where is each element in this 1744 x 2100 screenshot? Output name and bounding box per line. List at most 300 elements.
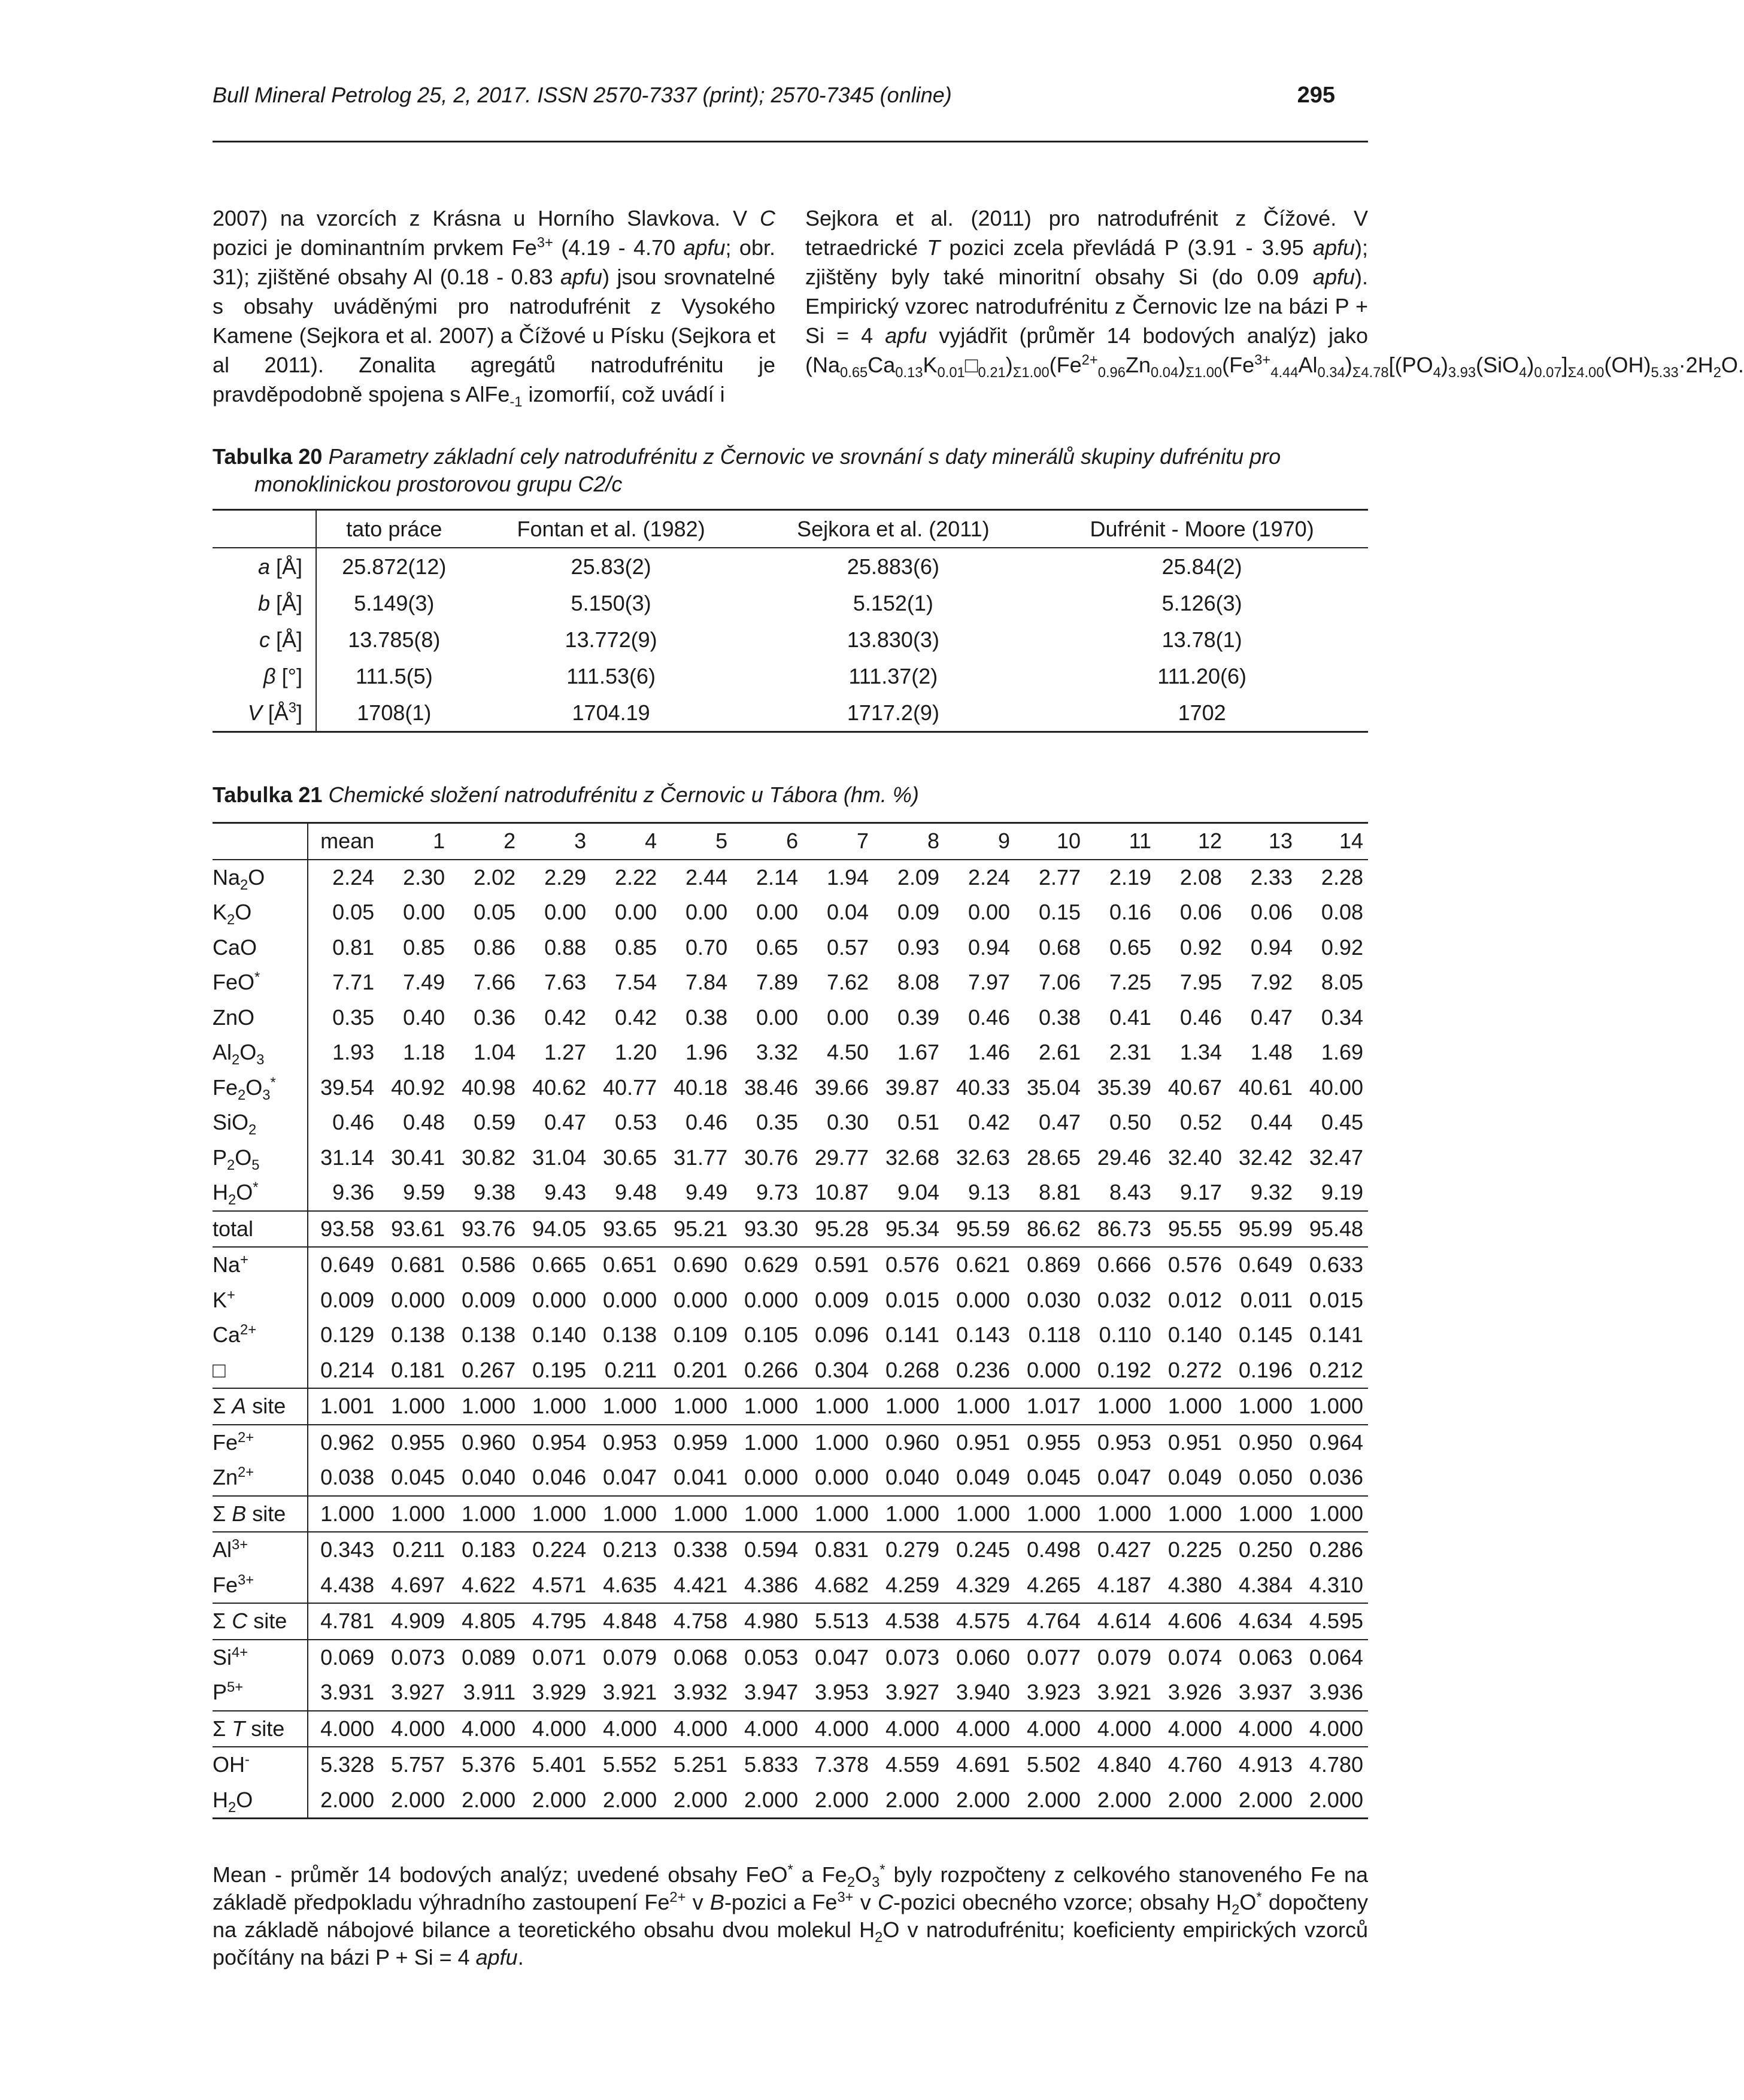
table-cell: 1.000 <box>1297 1388 1368 1425</box>
table-cell: 2.30 <box>403 864 445 890</box>
table-cell: 5.513 <box>803 1603 873 1640</box>
table-cell: 0.953 <box>1085 1425 1156 1461</box>
table-cell: 4.634 <box>1227 1603 1297 1640</box>
table-cell: 40.18 <box>674 1075 728 1100</box>
table-cell: 39.54 <box>320 1075 375 1100</box>
row-label: $Al_2O_3$ <box>213 1035 308 1070</box>
table-cell: 1.93 <box>332 1040 375 1065</box>
row-label: $P_2O_5$ <box>213 1140 308 1176</box>
table-cell: 0.009 <box>462 1287 516 1312</box>
table-cell: 1.48 <box>1250 1040 1293 1065</box>
table21-column-header: 1 <box>379 823 450 860</box>
table-cell: 0.141 <box>1309 1322 1363 1348</box>
table-cell: 4.559 <box>873 1747 944 1783</box>
table-cell: 0.05 <box>474 900 516 925</box>
table-cell: 9.49 <box>686 1180 728 1205</box>
table-cell: 7.54 <box>615 970 657 995</box>
table-cell: 0.272 <box>1167 1357 1222 1382</box>
table-cell: 7.378 <box>803 1747 873 1783</box>
table-cell: 2.000 <box>520 1783 591 1819</box>
table-cell: 31.77 <box>674 1145 728 1170</box>
table-cell: 0.86 <box>474 934 516 960</box>
table-cell: 0.138 <box>391 1322 445 1348</box>
table-cell: 13.830(3) <box>847 627 939 652</box>
row-label: c [Å] <box>213 621 316 658</box>
table-cell: 5.251 <box>662 1747 732 1783</box>
table-cell: 0.70 <box>686 934 728 960</box>
row-label: K+ <box>213 1283 308 1318</box>
table-row <box>213 658 1368 694</box>
table-cell: 0.00 <box>686 900 728 925</box>
table-cell: 4.595 <box>1297 1603 1368 1640</box>
table20-label: Tabulka 20 <box>213 444 323 469</box>
table-cell: 4.697 <box>391 1572 445 1597</box>
table-cell: 0.000 <box>814 1465 869 1490</box>
table21-column-header: 11 <box>1085 823 1156 860</box>
table-cell: 9.48 <box>615 1180 657 1205</box>
table-cell: 0.214 <box>320 1357 375 1382</box>
table-cell: 0.079 <box>1085 1640 1156 1676</box>
table-cell: 1.000 <box>379 1388 450 1425</box>
table-cell: 0.268 <box>885 1357 940 1382</box>
table-cell: 4.635 <box>603 1572 657 1597</box>
table-cell: 0.109 <box>674 1322 728 1348</box>
table-cell: 0.50 <box>1109 1110 1152 1135</box>
table-cell: 0.040 <box>462 1465 516 1490</box>
table-cell: 95.28 <box>803 1211 873 1248</box>
table-cell: 1.000 <box>1085 1388 1156 1425</box>
table-row <box>213 621 1368 658</box>
row-label: $Fe^{2+}$ <box>213 1425 308 1461</box>
table-cell: 4.000 <box>450 1711 520 1747</box>
table21-label: Tabulka 21 <box>213 782 323 807</box>
table-cell: 0.666 <box>1085 1247 1156 1283</box>
table-cell: 3.921 <box>603 1680 657 1705</box>
table-cell: 0.286 <box>1297 1532 1368 1568</box>
table-cell: 0.52 <box>1179 1110 1222 1135</box>
table-cell: 0.000 <box>603 1287 657 1312</box>
table-cell: 0.46 <box>332 1110 375 1135</box>
table-cell: 0.343 <box>308 1532 379 1568</box>
table-cell: 5.150(3) <box>571 590 651 615</box>
table-cell: 2.000 <box>732 1783 803 1819</box>
table-cell: 4.000 <box>1015 1711 1085 1747</box>
table-cell: 0.04 <box>827 900 869 925</box>
row-label: b [Å] <box>213 585 316 621</box>
table-cell: 0.211 <box>379 1532 450 1568</box>
table-cell: 0.960 <box>873 1425 944 1461</box>
table21-column-header: 6 <box>732 823 803 860</box>
table21-column-header: 7 <box>803 823 873 860</box>
table-cell: 2.000 <box>591 1783 662 1819</box>
table-row <box>213 930 1368 966</box>
table-cell: 0.94 <box>967 934 1011 960</box>
row-label: β [°] <box>213 658 316 694</box>
table-cell: 0.000 <box>956 1287 1011 1312</box>
table-cell: 0.47 <box>1038 1110 1081 1135</box>
table-cell: 0.040 <box>885 1465 940 1490</box>
table-cell: 1.94 <box>827 864 869 890</box>
table-cell: 2.000 <box>873 1783 944 1819</box>
table-cell: 0.42 <box>967 1110 1011 1135</box>
table-cell: 0.071 <box>520 1640 591 1676</box>
table-cell: 0.049 <box>1167 1465 1222 1490</box>
table-cell: 0.068 <box>662 1640 732 1676</box>
table-cell: 7.25 <box>1109 970 1152 995</box>
table-cell: 0.069 <box>308 1640 379 1676</box>
table-cell: 0.050 <box>1238 1465 1293 1490</box>
table-cell: 38.46 <box>744 1075 799 1100</box>
row-label: SiO$_2$ <box>213 1105 308 1140</box>
table21-column-header: 5 <box>662 823 732 860</box>
table-cell: 1.000 <box>1227 1496 1297 1532</box>
table-cell: 7.66 <box>474 970 516 995</box>
row-label: FeO* <box>213 965 308 1000</box>
table-cell: 0.665 <box>520 1247 591 1283</box>
table-cell: 0.48 <box>403 1110 445 1135</box>
table-cell: 30.76 <box>744 1145 799 1170</box>
table-cell: 0.950 <box>1227 1425 1297 1461</box>
table-cell: 0.953 <box>591 1425 662 1461</box>
text-column-left <box>213 204 775 409</box>
table-cell: 1.001 <box>308 1388 379 1425</box>
table21-column-header: 2 <box>450 823 520 860</box>
table-cell: 0.94 <box>1250 934 1293 960</box>
row-label: a [Å] <box>213 548 316 585</box>
table-cell: 1.000 <box>1297 1496 1368 1532</box>
table-cell: 7.89 <box>756 970 799 995</box>
row-label: total <box>213 1211 308 1248</box>
table-cell: 4.780 <box>1297 1747 1368 1783</box>
row-label: $P^{5+}$ <box>213 1675 308 1711</box>
table-cell: 0.064 <box>1297 1640 1368 1676</box>
table-row <box>213 1211 1368 1248</box>
table-cell: 1717.2(9) <box>751 694 1036 732</box>
table-cell: 0.955 <box>1015 1425 1085 1461</box>
table-cell: 0.681 <box>379 1247 450 1283</box>
table-cell: 0.145 <box>1238 1322 1293 1348</box>
table-cell: 3.926 <box>1167 1680 1222 1705</box>
table-cell: 1.000 <box>662 1388 732 1425</box>
table-row <box>213 1640 1368 1676</box>
table-cell: 1.20 <box>615 1040 657 1065</box>
row-label: $H_2O$ <box>213 1783 308 1819</box>
table-cell: 30.65 <box>603 1145 657 1170</box>
table-cell: 7.95 <box>1179 970 1222 995</box>
table-cell: 7.84 <box>686 970 728 995</box>
table-cell: 0.00 <box>403 900 445 925</box>
table-cell: 1.000 <box>803 1388 873 1425</box>
table-cell: 0.338 <box>662 1532 732 1568</box>
table-cell: 0.000 <box>744 1465 799 1490</box>
table-cell: 32.42 <box>1238 1145 1293 1170</box>
table-cell: 0.195 <box>532 1357 587 1382</box>
table-cell: 39.66 <box>814 1075 869 1100</box>
table-cell: 0.074 <box>1156 1640 1227 1676</box>
table20-caption <box>213 443 1368 498</box>
table-cell: 1.000 <box>591 1496 662 1532</box>
table-cell: 32.63 <box>956 1145 1011 1170</box>
table-cell: 0.88 <box>544 934 587 960</box>
table-cell: 0.46 <box>1179 1005 1222 1030</box>
table-cell: 0.000 <box>744 1287 799 1312</box>
table-cell: 1.000 <box>944 1496 1015 1532</box>
table-cell: 0.53 <box>615 1110 657 1135</box>
table-cell: 3.929 <box>532 1680 587 1705</box>
table-cell: 9.38 <box>474 1180 516 1205</box>
table-row <box>213 1070 1368 1106</box>
table-cell: 9.36 <box>332 1180 375 1205</box>
table-cell: 0.047 <box>603 1465 657 1490</box>
table-cell: 4.848 <box>591 1603 662 1640</box>
table-cell: 2.000 <box>450 1783 520 1819</box>
table-cell: 1.69 <box>1321 1040 1363 1065</box>
table-cell: 7.97 <box>967 970 1011 995</box>
table-cell: 4.840 <box>1085 1747 1156 1783</box>
table-cell: 0.951 <box>944 1425 1015 1461</box>
table-cell: 0.35 <box>756 1110 799 1135</box>
row-label: $Al^{3+}$ <box>213 1532 308 1568</box>
table-cell: 4.805 <box>450 1603 520 1640</box>
table-cell: 93.61 <box>379 1211 450 1248</box>
table-cell: 1.000 <box>873 1388 944 1425</box>
table-cell: 25.883(6) <box>847 554 939 579</box>
table-cell: 0.47 <box>1250 1005 1293 1030</box>
table-cell: 2.14 <box>756 864 799 890</box>
table-cell: 0.00 <box>756 1005 799 1030</box>
row-label: Σ T site <box>213 1711 308 1747</box>
table-cell: 0.009 <box>814 1287 869 1312</box>
table-cell: 32.68 <box>885 1145 940 1170</box>
table-cell: 0.245 <box>944 1532 1015 1568</box>
table-cell: 0.073 <box>379 1640 450 1676</box>
table-cell: 0.92 <box>1179 934 1222 960</box>
table-cell: 3.932 <box>674 1680 728 1705</box>
table-cell: 4.000 <box>1085 1711 1156 1747</box>
table-cell: 35.04 <box>1026 1075 1081 1100</box>
table21-column-header: 8 <box>873 823 944 860</box>
table-cell: 4.000 <box>1156 1711 1227 1747</box>
table-cell: 0.129 <box>320 1322 375 1348</box>
table-cell: 9.17 <box>1179 1180 1222 1205</box>
table-cell: 2.19 <box>1109 864 1152 890</box>
table-cell: 4.909 <box>379 1603 450 1640</box>
table-row <box>213 1675 1368 1711</box>
table21-corner-cell <box>213 823 308 860</box>
table-cell: 40.92 <box>391 1075 445 1100</box>
table21-column-header: 9 <box>944 823 1015 860</box>
table-cell: 0.053 <box>732 1640 803 1676</box>
table-cell: 9.19 <box>1321 1180 1363 1205</box>
table-cell: 4.000 <box>308 1711 379 1747</box>
table-cell: 0.46 <box>967 1005 1011 1030</box>
table-row <box>213 1783 1368 1819</box>
table-cell: 4.000 <box>1227 1711 1297 1747</box>
table-cell: 0.079 <box>591 1640 662 1676</box>
table20-column-header: Sejkora et al. (2011) <box>751 510 1036 548</box>
table-cell: 0.629 <box>732 1247 803 1283</box>
table-cell: 2.33 <box>1250 864 1293 890</box>
table-cell: 2.000 <box>1085 1783 1156 1819</box>
table-cell: 4.913 <box>1227 1747 1297 1783</box>
table20-column-header: Dufrénit - Moore (1970) <box>1036 510 1368 548</box>
table-cell: 0.85 <box>615 934 657 960</box>
table-cell: 8.08 <box>897 970 940 995</box>
table-cell: 93.65 <box>591 1211 662 1248</box>
table-cell: 0.44 <box>1250 1110 1293 1135</box>
table-cell: 7.62 <box>827 970 869 995</box>
table-cell: 13.785(8) <box>348 627 441 652</box>
table-cell: 0.15 <box>1038 900 1081 925</box>
table-cell: 4.000 <box>873 1711 944 1747</box>
table-cell: 4.682 <box>814 1572 869 1597</box>
table-cell: 1.34 <box>1179 1040 1222 1065</box>
table-cell: 1.27 <box>544 1040 587 1065</box>
table-cell: 1.000 <box>732 1496 803 1532</box>
table-cell: 4.187 <box>1097 1572 1152 1597</box>
table-row <box>213 694 1368 732</box>
table-cell: 4.614 <box>1085 1603 1156 1640</box>
table-cell: 0.250 <box>1227 1532 1297 1568</box>
table-cell: 4.575 <box>944 1603 1015 1640</box>
table-cell: 0.105 <box>744 1322 799 1348</box>
table-cell: 93.30 <box>732 1211 803 1248</box>
page-number: 295 <box>1297 83 1335 108</box>
row-label: CaO <box>213 930 308 966</box>
table-cell: 0.030 <box>1026 1287 1081 1312</box>
table-cell: 3.32 <box>756 1040 799 1065</box>
table-cell: 9.73 <box>756 1180 799 1205</box>
table-cell: 4.606 <box>1156 1603 1227 1640</box>
table-cell: 0.183 <box>450 1532 520 1568</box>
table-cell: 32.40 <box>1167 1145 1222 1170</box>
table-row <box>213 548 1368 585</box>
table-cell: 0.138 <box>603 1322 657 1348</box>
table-cell: 40.98 <box>462 1075 516 1100</box>
table-cell: 1.18 <box>403 1040 445 1065</box>
table-cell: 9.13 <box>967 1180 1011 1205</box>
table-cell: 31.04 <box>532 1145 587 1170</box>
table-cell: 2.28 <box>1321 864 1363 890</box>
table-cell: 0.140 <box>1167 1322 1222 1348</box>
table-cell: 3.940 <box>956 1680 1011 1705</box>
table-row <box>213 1283 1368 1318</box>
table-cell: 95.34 <box>873 1211 944 1248</box>
table-cell: 2.24 <box>967 864 1011 890</box>
table-cell: 4.000 <box>379 1711 450 1747</box>
table-cell: 0.267 <box>462 1357 516 1382</box>
row-label: $Si^{4+}$ <box>213 1640 308 1676</box>
table-cell: 4.329 <box>956 1572 1011 1597</box>
table-cell: 93.76 <box>450 1211 520 1248</box>
table-cell: 4.000 <box>662 1711 732 1747</box>
table-cell: 4.380 <box>1167 1572 1222 1597</box>
table-cell: 9.59 <box>403 1180 445 1205</box>
table-cell: 35.39 <box>1097 1075 1152 1100</box>
table-cell: 0.000 <box>532 1287 587 1312</box>
table-cell: 2.000 <box>1297 1783 1368 1819</box>
table-cell: 0.959 <box>662 1425 732 1461</box>
table-cell: 3.931 <box>320 1680 375 1705</box>
table-cell: 0.000 <box>1026 1357 1081 1382</box>
table-cell: 1.000 <box>1156 1388 1227 1425</box>
table-cell: 0.93 <box>897 934 940 960</box>
table-row <box>213 895 1368 930</box>
row-label: □ <box>213 1353 308 1389</box>
table-cell: 5.152(1) <box>853 590 933 615</box>
table-cell: 3.927 <box>391 1680 445 1705</box>
table-cell: 0.00 <box>967 900 1011 925</box>
table-cell: 1.000 <box>1015 1496 1085 1532</box>
row-label: Na+ <box>213 1247 308 1283</box>
table-cell: 1.000 <box>520 1388 591 1425</box>
table20-column-header: tato práce <box>316 510 472 548</box>
table-cell: 0.00 <box>756 900 799 925</box>
table-cell: 2.29 <box>544 864 587 890</box>
row-label: $H_2O^*$ <box>213 1175 308 1211</box>
table-cell: 1.000 <box>732 1425 803 1461</box>
table-cell: 40.67 <box>1167 1075 1222 1100</box>
table-cell: 0.65 <box>1109 934 1152 960</box>
table-cell: 4.980 <box>732 1603 803 1640</box>
table-cell: 0.45 <box>1321 1110 1363 1135</box>
table-cell: 0.141 <box>885 1322 940 1348</box>
table-cell: 4.760 <box>1156 1747 1227 1783</box>
table-cell: 25.84(2) <box>1161 554 1242 579</box>
table-cell: 0.36 <box>474 1005 516 1030</box>
table-cell: 0.041 <box>674 1465 728 1490</box>
table-cell: 0.06 <box>1179 900 1222 925</box>
table-cell: 1.04 <box>474 1040 516 1065</box>
table-cell: 0.08 <box>1321 900 1363 925</box>
table-cell: 0.00 <box>827 1005 869 1030</box>
row-label: ZnO <box>213 1000 308 1036</box>
table-cell: 0.59 <box>474 1110 516 1135</box>
table-cell: 0.38 <box>1038 1005 1081 1030</box>
table-cell: 2.09 <box>897 864 940 890</box>
row-label: Σ C site <box>213 1603 308 1640</box>
table-cell: 0.096 <box>814 1322 869 1348</box>
table-cell: 0.304 <box>814 1357 869 1382</box>
table-cell: 94.05 <box>520 1211 591 1248</box>
row-label: $Na_2O$ <box>213 860 308 896</box>
table-cell: 0.140 <box>532 1322 587 1348</box>
table-cell: 0.089 <box>450 1640 520 1676</box>
table-cell: 0.045 <box>1026 1465 1081 1490</box>
table-cell: 0.591 <box>803 1247 873 1283</box>
table-cell: 95.21 <box>662 1211 732 1248</box>
table-cell: 0.649 <box>1227 1247 1297 1283</box>
table-cell: 8.43 <box>1109 1180 1152 1205</box>
table-unit-cell-parameters <box>213 509 1368 733</box>
table-cell: 5.126(3) <box>1161 590 1242 615</box>
table-cell: 0.000 <box>674 1287 728 1312</box>
table-cell: 7.92 <box>1250 970 1293 995</box>
table-cell: 0.047 <box>1097 1465 1152 1490</box>
table-cell: 13.78(1) <box>1161 627 1242 652</box>
table-cell: 2.77 <box>1038 864 1081 890</box>
table-cell: 0.196 <box>1238 1357 1293 1382</box>
table-chemical-composition <box>213 822 1368 1819</box>
table-cell: 1.96 <box>686 1040 728 1065</box>
table-row <box>213 1532 1368 1568</box>
table-cell: 7.06 <box>1038 970 1081 995</box>
table21-column-header: 12 <box>1156 823 1227 860</box>
table-cell: 40.62 <box>532 1075 587 1100</box>
table-cell: 0.036 <box>1309 1465 1363 1490</box>
row-label: Σ B site <box>213 1496 308 1532</box>
table-cell: 0.060 <box>944 1640 1015 1676</box>
